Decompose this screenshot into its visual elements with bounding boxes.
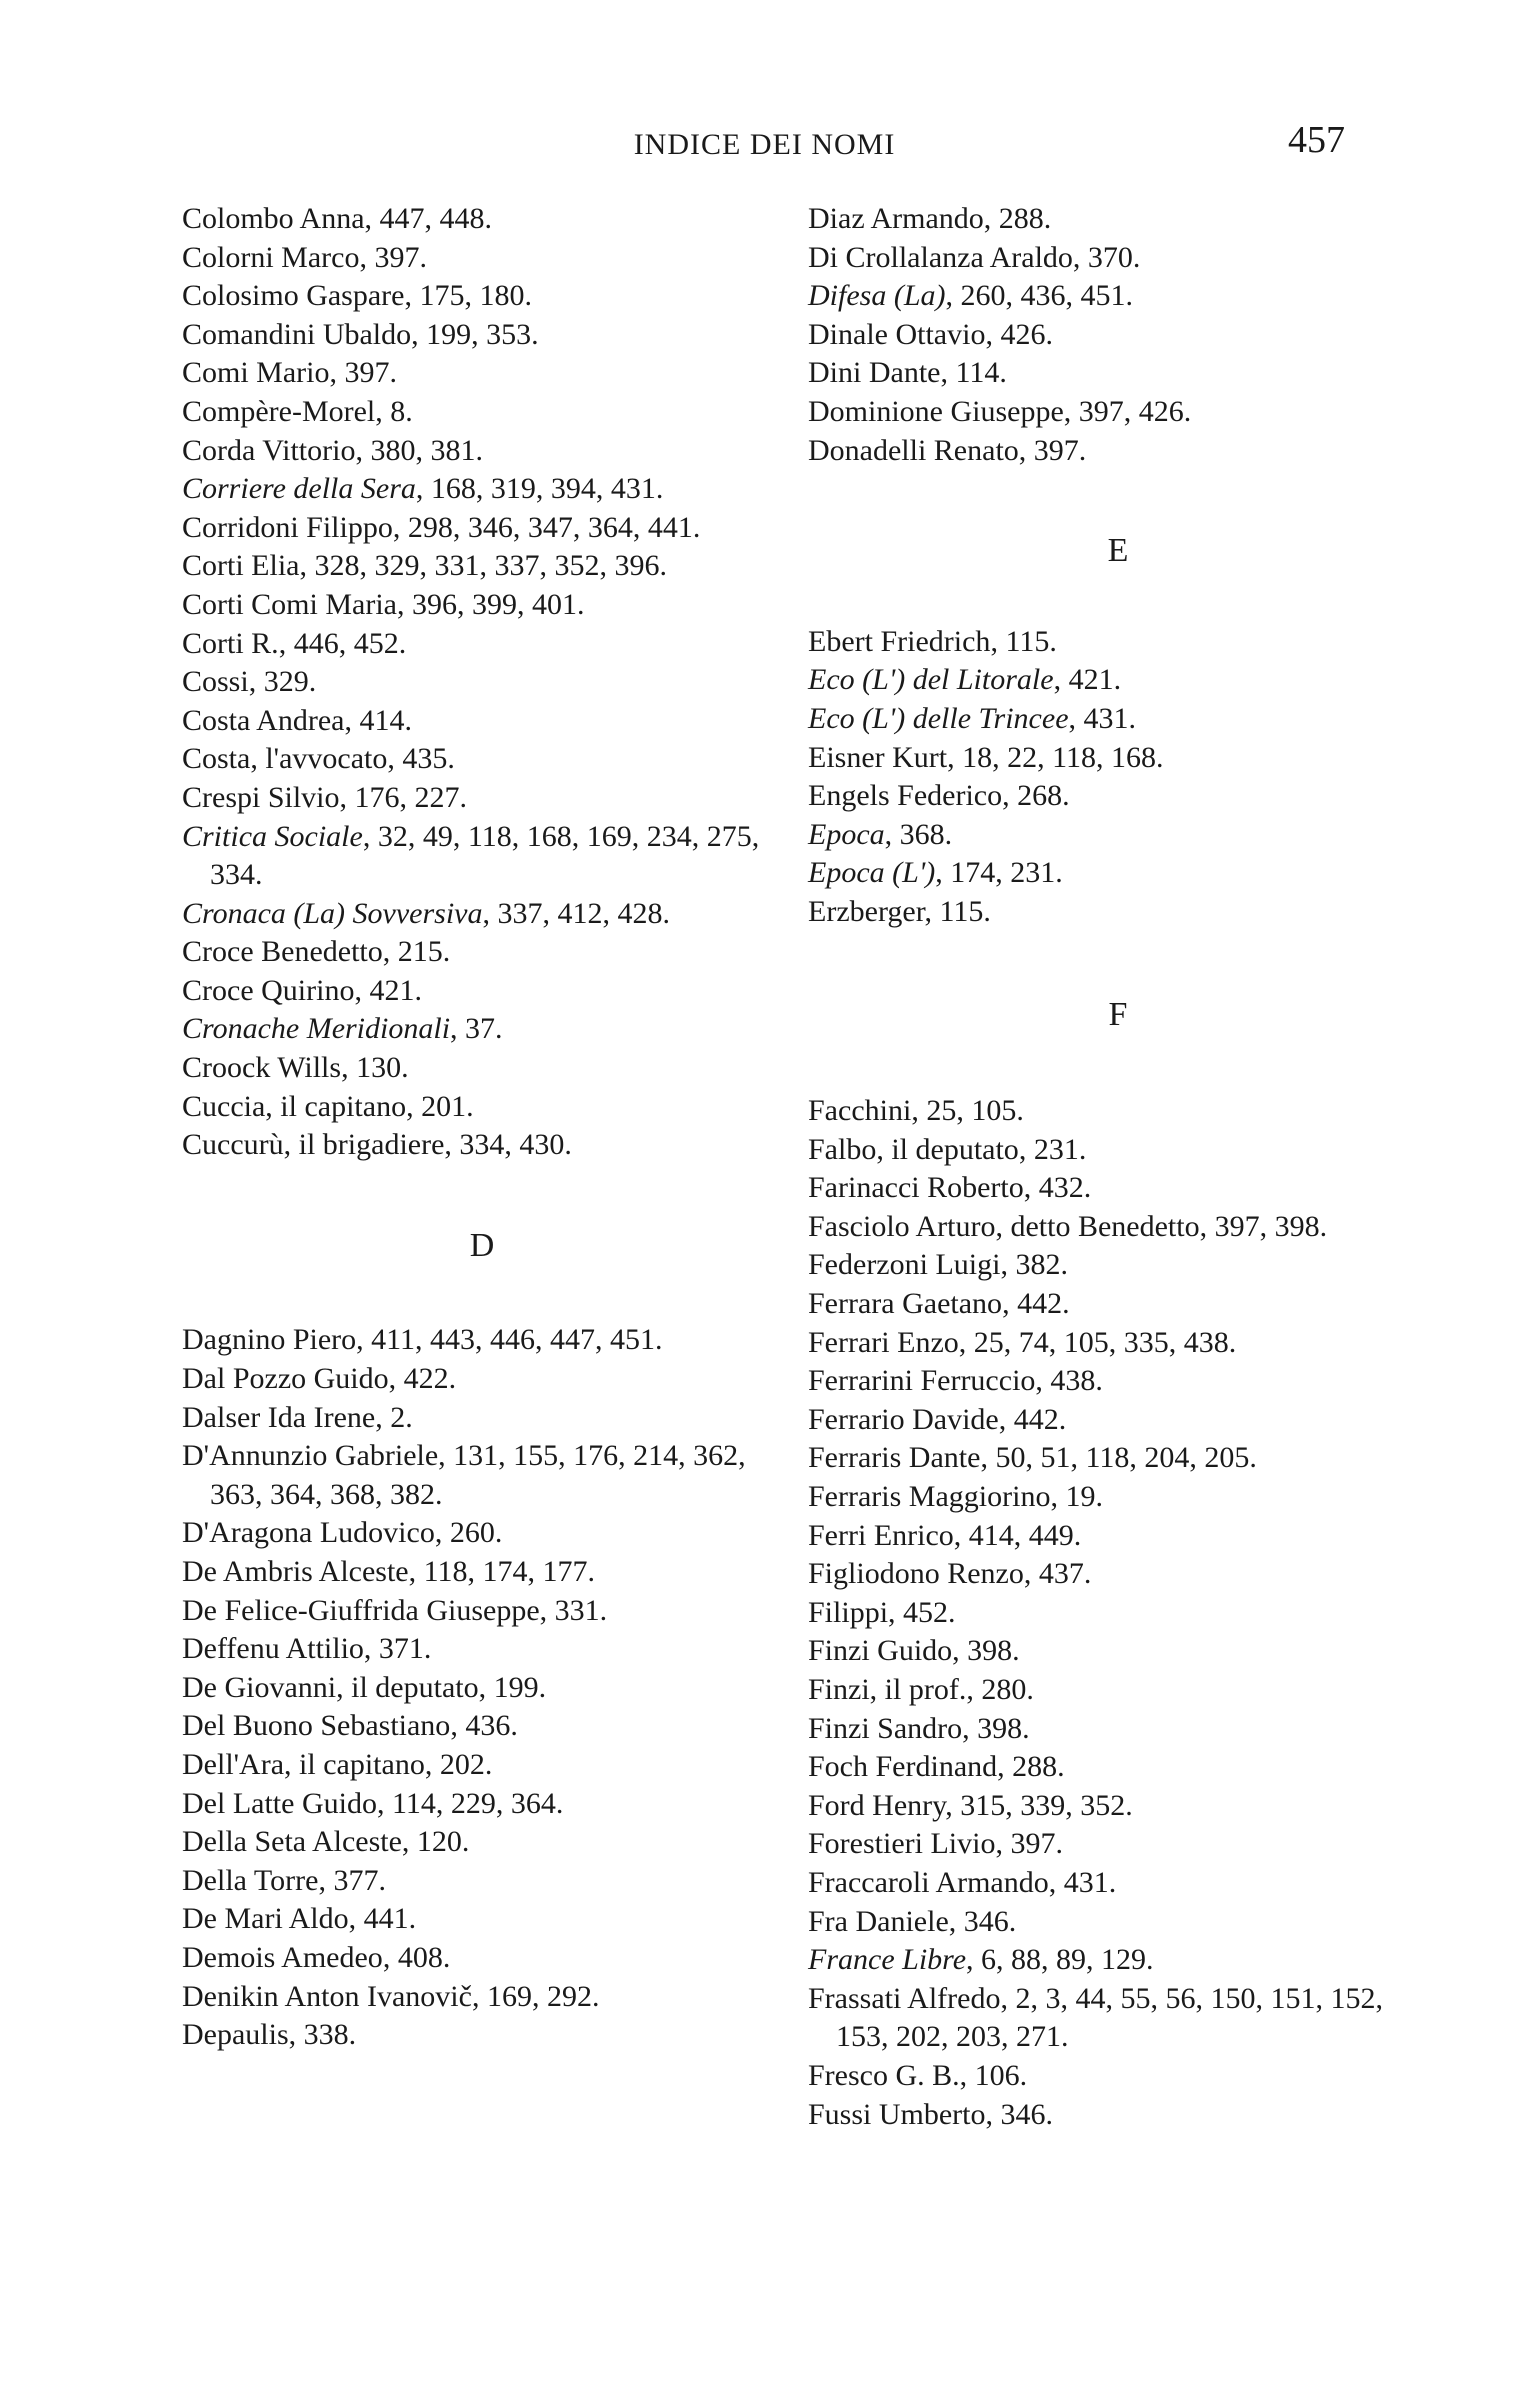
index-entry	[182, 895, 782, 934]
entry-name: Della Seta Alceste	[182, 1825, 402, 1859]
entry-page-refs: , 288.	[997, 1750, 1065, 1784]
index-entry	[182, 625, 782, 664]
index-entry	[182, 702, 782, 741]
index-block	[182, 1321, 782, 2054]
index-entry	[182, 779, 782, 818]
section-letter-d: D	[469, 1226, 495, 1264]
entry-work-title: Corriere della Sera	[182, 472, 416, 506]
entry-page-refs: , 377.	[318, 1863, 386, 1897]
entry-page-refs: , 370.	[1072, 240, 1141, 274]
entry-page-refs: , 398.	[952, 1634, 1020, 1668]
index-entry	[182, 663, 782, 702]
entry-page-refs: , 18, 22, 118, 168.	[947, 740, 1164, 774]
index-block	[808, 200, 1428, 470]
index-entry	[182, 547, 782, 586]
index-column-left	[182, 200, 782, 2055]
entry-name: Del Buono Sebastiano	[182, 1709, 451, 1743]
entry-page-refs: , 118, 174, 177.	[408, 1555, 596, 1588]
entry-name: Corti R.	[182, 626, 279, 660]
entry-name: Costa, l'avvocato	[182, 742, 388, 776]
entry-name: Fussi Umberto	[808, 2097, 986, 2131]
entry-page-refs: , 421.	[1053, 663, 1122, 697]
index-entry	[808, 893, 1428, 932]
entry-name: Figliodono Renzo	[808, 1557, 1024, 1591]
index-entry	[182, 354, 782, 393]
index-entry	[808, 432, 1428, 471]
index-entry	[808, 1246, 1428, 1285]
index-entry	[182, 2016, 782, 2055]
entry-page-refs: , 201.	[406, 1089, 474, 1123]
entry-page-refs: , 25, 105.	[911, 1094, 1024, 1128]
index-entry	[182, 1088, 782, 1127]
entry-page-refs: , 380, 381.	[355, 433, 483, 467]
entry-page-refs: , 371.	[363, 1632, 432, 1666]
entry-page-refs: , 231.	[1018, 1132, 1087, 1166]
entry-page-refs: , 202.	[424, 1747, 493, 1781]
index-entry	[182, 1978, 782, 2017]
section-letter-f: F	[1108, 995, 1128, 1033]
entry-work-title: Cronaca (La) Sovversiva	[182, 896, 483, 930]
entry-page-refs: , 315, 339, 352.	[945, 1788, 1133, 1822]
index-column-right	[808, 200, 1428, 2134]
index-entry	[182, 818, 782, 895]
entry-name: Farinacci Roberto	[808, 1171, 1024, 1205]
index-entry	[808, 1748, 1428, 1787]
index-entry	[182, 470, 782, 509]
entry-page-refs: , 199.	[478, 1670, 547, 1704]
entry-name: Fra Daniele	[808, 1904, 949, 1938]
entry-page-refs: , 2.	[375, 1400, 413, 1434]
entry-name: D'Aragona Ludovico	[182, 1516, 435, 1550]
entry-page-refs: , 2, 3, 44, 55, 56, 150, 151, 152, 153, 202, 203, 271.	[836, 1981, 1383, 2054]
entry-name: De Felice-Giuffrida Giuseppe	[182, 1593, 540, 1627]
index-entry	[182, 1862, 782, 1901]
entry-name: Comandini Ubaldo	[182, 317, 412, 351]
entry-page-refs: , 260.	[434, 1516, 503, 1550]
index-entry	[808, 1517, 1428, 1556]
entry-name: Cossi	[182, 665, 249, 699]
entry-page-refs: , 130.	[341, 1051, 409, 1085]
entry-page-refs: , 397.	[329, 356, 397, 390]
entry-name: Ebert Friedrich	[808, 624, 991, 658]
entry-name: Cuccurù, il brigadiere	[182, 1128, 445, 1162]
index-entry	[182, 432, 782, 471]
entry-page-refs: , 435.	[387, 742, 455, 776]
index-entry	[182, 277, 782, 316]
entry-name: Ferrarini Ferruccio	[808, 1364, 1036, 1398]
entry-page-refs: , 280.	[966, 1673, 1034, 1706]
entry-page-refs: , 114, 229, 364.	[376, 1786, 564, 1820]
index-entry	[808, 1092, 1428, 1131]
index-entry	[182, 1126, 782, 1165]
entry-page-refs: , 131, 155, 176, 214, 362, 363, 364, 368, 382.	[210, 1439, 746, 1511]
index-entry	[808, 1131, 1428, 1170]
entry-page-refs: , 346.	[948, 1904, 1017, 1938]
entry-name: De Ambris Alceste	[182, 1555, 409, 1588]
entry-page-refs: , 408.	[382, 1940, 451, 1974]
index-block	[808, 1092, 1428, 2134]
index-entry	[182, 509, 782, 548]
entry-name: Ferraris Maggiorino	[808, 1480, 1051, 1514]
index-entry	[182, 1553, 782, 1592]
entry-name: De Mari Aldo	[182, 1902, 349, 1936]
entry-page-refs: , 414.	[344, 703, 412, 737]
entry-page-refs: , 431.	[1068, 701, 1137, 735]
index-entry	[808, 1671, 1428, 1710]
entry-name: Costa Andrea	[182, 703, 345, 737]
entry-page-refs: , 398.	[962, 1711, 1030, 1745]
index-entry	[808, 1825, 1428, 1864]
entry-name: Demois Amedeo	[182, 1940, 383, 1974]
index-entry	[808, 1710, 1428, 1749]
entry-name: Eisner Kurt	[808, 740, 948, 774]
index-entry	[182, 1669, 782, 1708]
index-entry	[182, 1592, 782, 1631]
entry-name: Comi Mario	[182, 356, 330, 390]
entry-name: Donadelli Renato	[808, 433, 1019, 467]
entry-name: Ford Henry	[808, 1788, 946, 1822]
entry-page-refs: , 115.	[924, 894, 991, 928]
entry-page-refs: , 174, 231.	[935, 856, 1063, 890]
index-entry	[808, 1478, 1428, 1517]
entry-name: Ferri Enrico	[808, 1518, 954, 1552]
page-number: 457	[1288, 119, 1345, 161]
entry-name: De Giovanni, il deputato	[182, 1670, 479, 1704]
entry-name: Finzi, il prof.	[808, 1673, 967, 1706]
index-entry	[808, 1285, 1428, 1324]
entry-name: Erzberger	[808, 894, 925, 928]
entry-name: Corda Vittorio	[182, 433, 356, 467]
index-entry	[808, 1594, 1428, 1633]
entry-page-refs: , 25, 74, 105, 335, 438.	[958, 1325, 1237, 1359]
index-entry	[808, 1208, 1428, 1247]
entry-name: Dagnino Piero	[182, 1323, 357, 1357]
index-entry	[808, 661, 1428, 700]
entry-page-refs: , 452.	[888, 1595, 956, 1629]
entry-name: Corti Comi Maria	[182, 587, 397, 621]
entry-page-refs: , 331.	[539, 1593, 608, 1627]
entry-page-refs: , 106.	[959, 2058, 1028, 2092]
index-entry	[808, 200, 1428, 239]
entry-page-refs: , 397.	[995, 1827, 1063, 1861]
entry-name: Depaulis	[182, 2018, 289, 2052]
index-entry	[182, 239, 782, 278]
index-entry	[182, 1437, 782, 1514]
entry-page-refs: , 411, 443, 446, 447, 451.	[356, 1323, 663, 1357]
entry-page-refs: , 329.	[248, 665, 317, 699]
entry-name: Forestieri Livio	[808, 1827, 996, 1861]
entry-page-refs: , 396, 399, 401.	[396, 587, 585, 621]
entry-name: Fraccaroli Armando	[808, 1865, 1049, 1899]
entry-name: Denikin Anton Ivanovič	[182, 1979, 472, 2013]
index-entry	[808, 1903, 1428, 1942]
entry-page-refs: , 447, 448.	[364, 202, 493, 235]
entry-name: Dalser Ida Irene	[182, 1400, 376, 1434]
entry-name: Croce Benedetto	[182, 935, 383, 969]
index-entry	[182, 1049, 782, 1088]
entry-work-title: Cronache Meridionali	[182, 1012, 451, 1046]
entry-name: Di Crollalanza Araldo	[808, 240, 1073, 274]
index-entry	[808, 700, 1428, 739]
entry-page-refs: , 334, 430.	[444, 1128, 572, 1162]
entry-page-refs: , 215.	[382, 935, 451, 969]
index-entry	[808, 393, 1428, 432]
entry-name: Dominione Giuseppe	[808, 394, 1064, 428]
index-entry	[182, 933, 782, 972]
index-entry	[808, 1632, 1428, 1671]
index-entry	[182, 1514, 782, 1553]
entry-name: Fasciolo Arturo, detto Benedetto	[808, 1209, 1200, 1243]
entry-name: Diaz Armando	[808, 202, 984, 235]
entry-page-refs: , 37.	[450, 1012, 503, 1046]
index-block	[182, 200, 782, 1165]
index-entry	[808, 623, 1428, 662]
index-entry	[182, 316, 782, 355]
index-entry	[808, 2096, 1428, 2135]
entry-page-refs: , 338.	[288, 2018, 357, 2052]
entry-page-refs: , 432.	[1023, 1171, 1092, 1205]
entry-name: Facchini	[808, 1094, 912, 1128]
index-entry	[182, 1707, 782, 1746]
index-entry	[808, 354, 1428, 393]
entry-page-refs: , 199, 353.	[411, 317, 539, 351]
index-entry	[808, 1169, 1428, 1208]
entry-name: Finzi Guido	[808, 1634, 953, 1668]
index-entry	[182, 200, 782, 239]
index-entry	[808, 1324, 1428, 1363]
entry-page-refs: , 442.	[1002, 1287, 1070, 1321]
index-entry	[182, 1785, 782, 1824]
entry-name: Ferrari Enzo	[808, 1325, 959, 1359]
entry-work-title: Epoca	[808, 817, 885, 851]
entry-name: Colorni Marco	[182, 240, 360, 274]
entry-name: Corridoni Filippo	[182, 510, 393, 544]
entry-work-title: Epoca (L')	[808, 856, 936, 890]
entry-page-refs: , 446, 452.	[278, 626, 407, 660]
entry-page-refs: , 168, 319, 394, 431.	[415, 472, 664, 506]
entry-page-refs: , 288.	[983, 202, 1052, 235]
entry-page-refs: , 441.	[348, 1902, 417, 1936]
entry-page-refs: , 397, 426.	[1063, 394, 1192, 428]
index-entry	[182, 1630, 782, 1669]
entry-name: Ferraris Dante	[808, 1441, 981, 1475]
entry-name: Finzi Sandro	[808, 1711, 963, 1745]
entry-page-refs: , 176, 227.	[339, 780, 468, 814]
entry-name: Ferrara Gaetano	[808, 1287, 1003, 1321]
entry-page-refs: , 397.	[1018, 433, 1087, 467]
index-entry	[182, 1939, 782, 1978]
entry-page-refs: , 397, 398.	[1199, 1209, 1328, 1243]
index-entry	[808, 2057, 1428, 2096]
index-entry	[182, 740, 782, 779]
entry-page-refs: , 32, 49, 118, 168, 169, 234, 275, 334.	[210, 819, 760, 892]
index-entry	[808, 316, 1428, 355]
entry-work-title: France Libre	[808, 1943, 967, 1977]
entry-page-refs: , 6, 88, 89, 129.	[966, 1943, 1154, 1977]
entry-name: Fresco G. B.	[808, 2058, 960, 2092]
entry-page-refs: , 115.	[990, 624, 1057, 658]
entry-page-refs: , 436.	[450, 1709, 518, 1743]
index-entry	[808, 854, 1428, 893]
entry-page-refs: , 422.	[388, 1362, 457, 1396]
entry-page-refs: , 169, 292.	[471, 1979, 600, 2013]
index-entry	[182, 1321, 782, 1360]
entry-page-refs: , 8.	[375, 394, 413, 428]
entry-page-refs: , 437.	[1023, 1557, 1092, 1591]
entry-name: Ferrario Davide	[808, 1402, 999, 1436]
entry-page-refs: , 50, 51, 118, 204, 205.	[980, 1441, 1257, 1475]
index-entry	[182, 1900, 782, 1939]
entry-page-refs: , 337, 412, 428.	[482, 896, 670, 930]
entry-name: Compère-Morel	[182, 394, 376, 428]
entry-name: Falbo, il deputato	[808, 1132, 1019, 1166]
entry-page-refs: , 442.	[998, 1402, 1067, 1436]
entry-page-refs: , 175, 180.	[404, 279, 532, 313]
entry-page-refs: , 382.	[1000, 1248, 1068, 1282]
entry-name: Filippi	[808, 1595, 889, 1629]
entry-page-refs: , 346.	[985, 2097, 1054, 2131]
entry-name: Dini Dante	[808, 356, 941, 390]
entry-page-refs: , 260, 436, 451.	[945, 279, 1133, 313]
entry-page-refs: , 421.	[354, 973, 422, 1007]
index-block	[808, 623, 1428, 932]
entry-name: Dell'Ara, il capitano	[182, 1747, 425, 1781]
index-entry	[182, 1823, 782, 1862]
entry-page-refs: , 120.	[401, 1825, 470, 1859]
index-entry	[808, 1439, 1428, 1478]
entry-page-refs: , 397.	[359, 240, 427, 274]
index-entry	[808, 1864, 1428, 1903]
entry-name: Deffenu Attilio	[182, 1632, 364, 1666]
index-entry	[808, 239, 1428, 278]
entry-page-refs: , 426.	[985, 317, 1053, 351]
entry-name: Engels Federico	[808, 779, 1003, 813]
entry-name: Frassati Alfredo	[808, 1981, 1001, 2015]
entry-page-refs: , 431.	[1048, 1865, 1117, 1899]
entry-name: Croce Quirino	[182, 973, 355, 1007]
entry-name: D'Annunzio Gabriele	[182, 1439, 439, 1473]
entry-work-title: Eco (L') del Litorale	[808, 663, 1054, 697]
index-entry	[808, 1941, 1428, 1980]
entry-page-refs: , 268.	[1002, 779, 1070, 813]
entry-name: Corti Elia	[182, 549, 300, 583]
index-entry	[808, 1787, 1428, 1826]
index-entry	[808, 777, 1428, 816]
entry-name: Crespi Silvio	[182, 780, 340, 814]
entry-page-refs: , 414, 449.	[953, 1518, 1082, 1552]
entry-name: Dal Pozzo Guido	[182, 1362, 389, 1396]
index-entry	[182, 1010, 782, 1049]
entry-page-refs: , 328, 329, 331, 337, 352, 396.	[299, 549, 667, 583]
index-entry	[182, 1360, 782, 1399]
index-entry	[808, 1401, 1428, 1440]
index-entry	[808, 277, 1428, 316]
section-letter-e: E	[1107, 532, 1129, 570]
index-entry	[808, 739, 1428, 778]
entry-page-refs: , 438.	[1035, 1364, 1103, 1398]
index-entry	[808, 816, 1428, 855]
index-entry	[808, 1362, 1428, 1401]
index-entry	[182, 1746, 782, 1785]
entry-name: Cuccia, il capitano	[182, 1089, 407, 1123]
index-entry	[808, 1980, 1428, 2057]
index-entry	[808, 1555, 1428, 1594]
index-entry	[182, 1399, 782, 1438]
entry-work-title: Critica Sociale	[182, 819, 363, 853]
index-entry	[182, 586, 782, 625]
entry-name: Federzoni Luigi	[808, 1248, 1001, 1282]
entry-name: Colosimo Gaspare	[182, 279, 405, 313]
index-entry	[182, 393, 782, 432]
entry-page-refs: , 19.	[1050, 1480, 1103, 1514]
entry-work-title: Difesa (La)	[808, 279, 946, 313]
entry-name: Croock Wills	[182, 1051, 342, 1085]
page-header-title: INDICE DEI NOMI	[633, 128, 896, 161]
entry-name: Dinale Ottavio	[808, 317, 986, 351]
entry-name: Foch Ferdinand	[808, 1750, 998, 1784]
entry-name: Del Latte Guido	[182, 1786, 377, 1820]
entry-name: Colombo Anna	[182, 202, 365, 235]
entry-work-title: Eco (L') delle Trincee	[808, 701, 1069, 735]
entry-page-refs: , 368.	[884, 817, 953, 851]
entry-page-refs: , 298, 346, 347, 364, 441.	[392, 510, 701, 544]
entry-page-refs: , 114.	[940, 356, 1007, 390]
index-entry	[182, 972, 782, 1011]
entry-name: Della Torre	[182, 1863, 319, 1897]
